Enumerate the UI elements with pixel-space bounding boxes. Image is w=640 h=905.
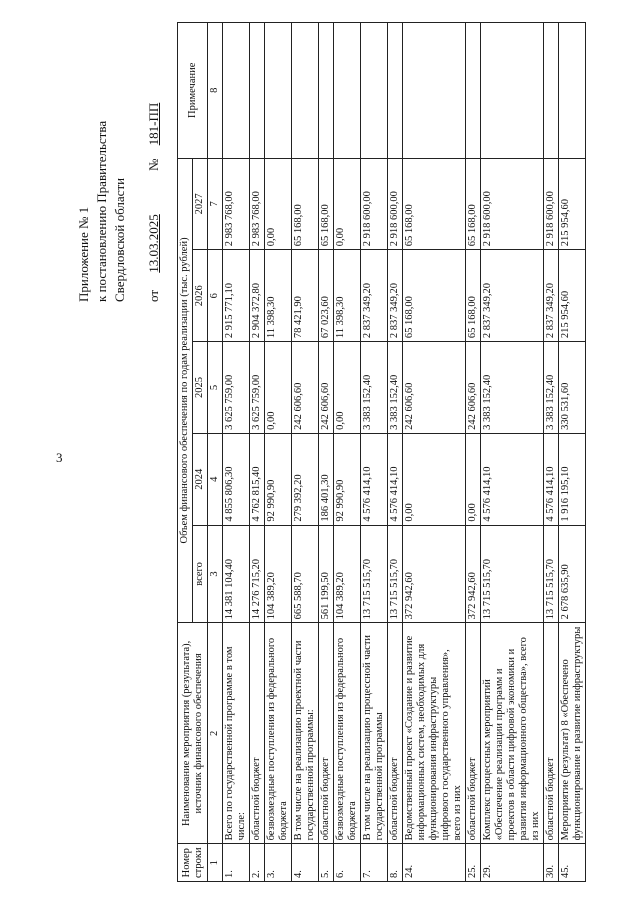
row-2027: 65 168,00	[319, 158, 334, 250]
row-number: 2.	[250, 844, 265, 882]
row-note	[319, 23, 334, 159]
row-2024: 0,00	[466, 433, 481, 525]
row-2027: 2 983 768,00	[223, 158, 250, 250]
row-2024: 92 990,90	[265, 433, 292, 525]
row-2024: 4 576 414,10	[544, 433, 559, 525]
row-2026: 65 168,00	[403, 250, 466, 342]
row-number: 1.	[223, 844, 250, 882]
row-2026: 2 837 349,20	[361, 250, 388, 342]
decree-number: 181-ПП	[146, 102, 161, 146]
column-number: 3	[208, 525, 223, 623]
column-number: 5	[208, 342, 223, 434]
row-2026: 67 023,60	[319, 250, 334, 342]
row-number: 25.	[466, 844, 481, 882]
row-number: 29.	[481, 844, 544, 882]
row-2024: 1 916 195,10	[559, 433, 586, 525]
row-2027: 2 918 600,00	[361, 158, 388, 250]
row-2024: 4 762 815,40	[250, 433, 265, 525]
row-2025: 242 606,60	[403, 342, 466, 434]
table-row	[481, 23, 544, 882]
row-2025: 3 383 152,40	[544, 342, 559, 434]
row-number: 24.	[403, 844, 466, 882]
column-number: 6	[208, 250, 223, 342]
row-2026: 65 168,00	[466, 250, 481, 342]
row-name: областной бюджет	[544, 623, 559, 844]
column-number: 7	[208, 158, 223, 250]
row-2026: 215 954,60	[559, 250, 586, 342]
row-2027: 2 918 600,00	[481, 158, 544, 250]
row-2026: 2 837 349,20	[544, 250, 559, 342]
rotated-page-content	[76, 22, 583, 882]
page-number: 3	[56, 450, 63, 465]
row-2025: 3 383 152,40	[388, 342, 403, 434]
row-number: 4.	[292, 844, 319, 882]
header-name: Наименование мероприятия (результата), источник финансового обеспечения	[178, 623, 208, 844]
row-2025: 0,00	[334, 342, 361, 434]
row-name: областной бюджет	[250, 623, 265, 844]
row-2024: 186 401,30	[319, 433, 334, 525]
row-name: Комплекс процессных мероприятий «Обеспечение реализации программ и проектов в области цифровой экономики и развития информационного общества», всего из них	[481, 623, 544, 844]
header-2027: 2027	[193, 158, 208, 250]
row-note	[559, 23, 586, 159]
appendix-line-3: Свердловской области	[112, 177, 127, 302]
row-name: безвозмездные поступления из федерального бюджета	[265, 623, 292, 844]
row-2027: 2 918 600,00	[544, 158, 559, 250]
row-name: областной бюджет	[319, 623, 334, 844]
column-number: 4	[208, 433, 223, 525]
row-2027: 65 168,00	[403, 158, 466, 250]
row-note	[403, 23, 466, 159]
header-total: всего	[193, 525, 208, 623]
row-name: Ведомственный проект «Создание и развитие информационных систем, необходимых для функционирования инфраструктуры цифрового государственного управления», всего из них	[403, 623, 466, 844]
row-total: 13 715 515,70	[544, 525, 559, 623]
row-2026: 11 398,30	[265, 250, 292, 342]
table-row	[334, 23, 361, 882]
row-number: 45.	[559, 844, 586, 882]
table-row	[361, 23, 388, 882]
table-row	[403, 23, 466, 882]
row-number: 3.	[265, 844, 292, 882]
row-note	[223, 23, 250, 159]
row-name: В том числе на реализацию процессной части государственной программы	[361, 623, 388, 844]
row-number: 5.	[319, 844, 334, 882]
row-total: 104 389,20	[265, 525, 292, 623]
header-row-number: Номер строки	[178, 844, 208, 882]
appendix-title: Приложение № 1	[76, 206, 91, 302]
row-2026: 2 837 349,20	[481, 250, 544, 342]
row-2026: 2 837 349,20	[388, 250, 403, 342]
row-note	[265, 23, 292, 159]
row-2024: 92 990,90	[334, 433, 361, 525]
row-2025: 3 625 759,00	[250, 342, 265, 434]
header-2025: 2025	[193, 342, 208, 434]
row-total: 13 715 515,70	[361, 525, 388, 623]
row-name: областной бюджет	[466, 623, 481, 844]
row-name: Всего по государственной программе в том числе:	[223, 623, 250, 844]
row-total: 13 715 515,70	[388, 525, 403, 623]
table-row	[223, 23, 250, 882]
row-2026: 2 915 771,10	[223, 250, 250, 342]
appendix-signature-line	[145, 103, 163, 302]
row-number: 6.	[334, 844, 361, 882]
table-row	[544, 23, 559, 882]
header-2024: 2024	[193, 433, 208, 525]
row-note	[388, 23, 403, 159]
row-2024: 4 855 806,30	[223, 433, 250, 525]
row-2026: 2 904 372,80	[250, 250, 265, 342]
row-2027: 2 983 768,00	[250, 158, 265, 250]
table-row	[292, 23, 319, 882]
row-number: 7.	[361, 844, 388, 882]
number-label: №	[146, 158, 161, 171]
row-2025: 242 606,60	[319, 342, 334, 434]
row-note	[544, 23, 559, 159]
row-2025: 3 383 152,40	[361, 342, 388, 434]
row-total: 14 276 715,20	[250, 525, 265, 623]
row-note	[334, 23, 361, 159]
row-note	[361, 23, 388, 159]
row-name: В том числе на реализацию проектной части государственной программы:	[292, 623, 319, 844]
header-volume: Объем финансового обеспечения по годам реализации (тыс. рублей)	[178, 158, 193, 623]
row-2027: 0,00	[265, 158, 292, 250]
row-name: областной бюджет	[388, 623, 403, 844]
column-number: 8	[208, 23, 223, 159]
row-total: 561 199,50	[319, 525, 334, 623]
row-2025: 242 606,60	[466, 342, 481, 434]
row-number: 30.	[544, 844, 559, 882]
decree-date: 13.03.2025	[146, 214, 161, 273]
row-2025: 3 625 759,00	[223, 342, 250, 434]
row-total: 104 389,20	[334, 525, 361, 623]
row-2024: 0,00	[403, 433, 466, 525]
row-2027: 2 918 600,00	[388, 158, 403, 250]
row-note	[481, 23, 544, 159]
row-2027: 65 168,00	[466, 158, 481, 250]
column-number: 2	[208, 623, 223, 844]
row-total: 13 715 515,70	[481, 525, 544, 623]
row-2025: 242 606,60	[292, 342, 319, 434]
column-number-row	[208, 23, 223, 882]
row-2025: 0,00	[265, 342, 292, 434]
row-2027: 215 954,60	[559, 158, 586, 250]
row-2024: 4 576 414,10	[481, 433, 544, 525]
row-note	[250, 23, 265, 159]
row-2025: 330 531,60	[559, 342, 586, 434]
appendix-header	[75, 22, 167, 762]
row-total: 2 678 635,90	[559, 525, 586, 623]
row-total: 665 588,70	[292, 525, 319, 623]
table-row	[388, 23, 403, 882]
appendix-line-2: к постановлению Правительства	[94, 120, 109, 302]
header-2026: 2026	[193, 250, 208, 342]
table-row	[466, 23, 481, 882]
row-note	[292, 23, 319, 159]
table-row	[250, 23, 265, 882]
row-2024: 4 576 414,10	[388, 433, 403, 525]
row-total: 372 942,60	[403, 525, 466, 623]
row-total: 372 942,60	[466, 525, 481, 623]
row-name: Мероприятие (результат) 8 «Обеспечено функционирование и развитие инфраструктуры	[559, 623, 586, 844]
row-2027: 0,00	[334, 158, 361, 250]
row-2026: 11 398,30	[334, 250, 361, 342]
table-body	[223, 23, 586, 882]
row-2027: 65 168,00	[292, 158, 319, 250]
header-note: Примечание	[178, 23, 208, 159]
table-row	[559, 23, 586, 882]
row-name: безвозмездные поступления из федерального бюджета	[334, 623, 361, 844]
financing-table	[177, 22, 586, 882]
row-total: 14 381 104,40	[223, 525, 250, 623]
column-number: 1	[208, 844, 223, 882]
table-row	[319, 23, 334, 882]
row-number: 8.	[388, 844, 403, 882]
row-2024: 279 392,20	[292, 433, 319, 525]
row-2025: 3 383 152,40	[481, 342, 544, 434]
from-label: от	[146, 289, 161, 302]
row-note	[466, 23, 481, 159]
row-2026: 78 421,90	[292, 250, 319, 342]
table-row	[265, 23, 292, 882]
row-2024: 4 576 414,10	[361, 433, 388, 525]
